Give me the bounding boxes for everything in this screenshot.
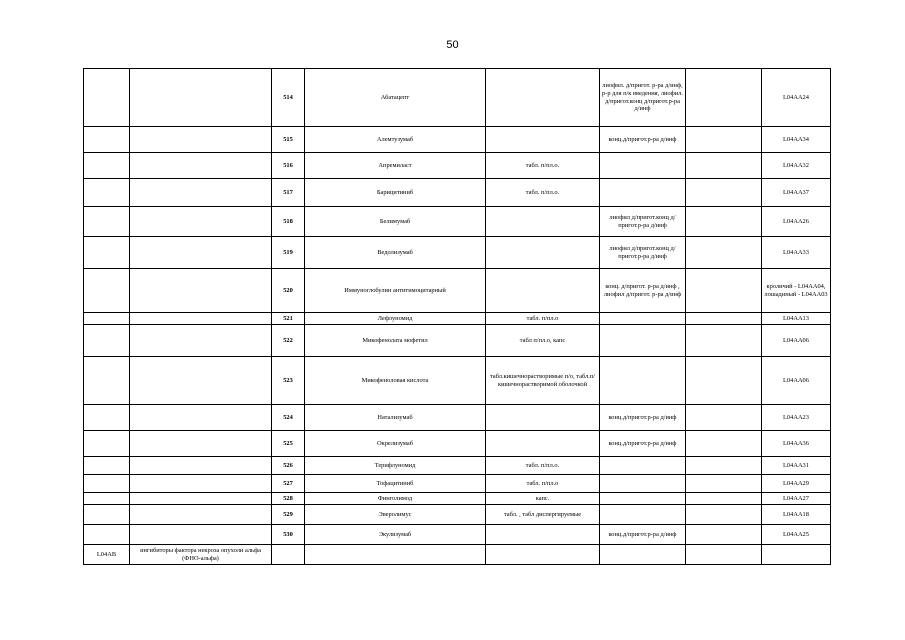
row-number: 518 [272, 207, 305, 237]
dosage-form-alt: конц.д/пригот.р-ра д/инф [600, 525, 686, 545]
atc-code: L04AA37 [762, 179, 831, 207]
group-title: ингибиторы фактора некроза опухоли альфа (ФНО-альфа) [130, 545, 272, 565]
drug-name: Натализумаб [305, 405, 486, 431]
row-number: 514 [272, 69, 305, 127]
group-code: L04AB [84, 545, 130, 565]
row-number: 530 [272, 525, 305, 545]
atc-code: L04AA06 [762, 325, 831, 357]
dosage-form [486, 207, 600, 237]
dosage-form-alt [600, 153, 686, 179]
row-number: 523 [272, 357, 305, 405]
dosage-form: табл.кишечнорастворимые п/о, табл.п/кишечнорастворимой оболочкой [486, 357, 600, 405]
table-row [84, 179, 831, 207]
dosage-form-alt [600, 457, 686, 475]
dosage-form: табл. п/пл.о. [486, 457, 600, 475]
drug-name: Алемтузумаб [305, 127, 486, 153]
dosage-form [486, 405, 600, 431]
dosage-form-alt: лиофил. д/пригот. р-ра д/инф, р-р для п/к введения, лиофил. д/пригот.конц д/пригот.р-ра д/инф [600, 69, 686, 127]
atc-code: кроличий - L04AA04, лошадиный - L04AA03 [762, 269, 831, 313]
dosage-form-alt [600, 493, 686, 505]
table-row [84, 269, 831, 313]
table-row [84, 457, 831, 475]
dosage-form-alt: лиофил д/пригот.конц д/пригот.р-ра д/инф [600, 237, 686, 269]
table-row [84, 69, 831, 127]
table-row [84, 127, 831, 153]
dosage-form-alt [600, 313, 686, 325]
drug-name: Микофеноловая кислота [305, 357, 486, 405]
atc-code: L04AA25 [762, 525, 831, 545]
row-number: 526 [272, 457, 305, 475]
drug-table [83, 68, 831, 565]
table-row [84, 207, 831, 237]
dosage-form: табл. , табл диспергируемые [486, 505, 600, 525]
dosage-form-alt: конц.д/пригот.р-ра д/инф [600, 431, 686, 457]
atc-code: L04AA32 [762, 153, 831, 179]
dosage-form-alt [600, 179, 686, 207]
atc-code: L04AA31 [762, 457, 831, 475]
dosage-form: табл. п/пл.о [486, 313, 600, 325]
drug-name: Терифлуномид [305, 457, 486, 475]
table-row [84, 153, 831, 179]
row-number: 520 [272, 269, 305, 313]
atc-code: L04AA06 [762, 357, 831, 405]
drug-name: Лефлуномид [305, 313, 486, 325]
drug-name: Белимумаб [305, 207, 486, 237]
dosage-form-alt: конц. д/пригот. р-ра д/инф , лиофил д/пригот. р-ра д/инф [600, 269, 686, 313]
table-row [84, 237, 831, 269]
row-number: 517 [272, 179, 305, 207]
drug-name: Тофацитиниб [305, 475, 486, 493]
dosage-form-alt [600, 505, 686, 525]
table-row [84, 405, 831, 431]
dosage-form [486, 269, 600, 313]
row-number: 516 [272, 153, 305, 179]
row-number: 527 [272, 475, 305, 493]
dosage-form-alt: конц.д/пригот.р-ра д/инф [600, 405, 686, 431]
drug-name: Барицитиниб [305, 179, 486, 207]
row-number: 521 [272, 313, 305, 325]
table-row [84, 475, 831, 493]
drug-name: Абатацепт [305, 69, 486, 127]
dosage-form-alt [600, 357, 686, 405]
drug-name: Финголимод [305, 493, 486, 505]
dosage-form: табл. п/пл.о [486, 475, 600, 493]
dosage-form: табл п/пл.о, капс [486, 325, 600, 357]
page-number: 50 [446, 39, 459, 51]
row-number: 522 [272, 325, 305, 357]
dosage-form-alt [600, 325, 686, 357]
atc-code: L04AA33 [762, 237, 831, 269]
atc-code: L04AA36 [762, 431, 831, 457]
table-row [84, 431, 831, 457]
atc-code: L04AA13 [762, 313, 831, 325]
dosage-form: капс. [486, 493, 600, 505]
atc-code: L04AA18 [762, 505, 831, 525]
drug-name: Экулизумаб [305, 525, 486, 545]
dosage-form [486, 127, 600, 153]
table-row [84, 325, 831, 357]
drug-name: Микофенолата мофетил [305, 325, 486, 357]
atc-code: L04AA34 [762, 127, 831, 153]
row-number: 529 [272, 505, 305, 525]
drug-name: Апремиласт [305, 153, 486, 179]
drug-name: Иммуноглобулин антитимоцитарный [305, 269, 486, 313]
row-number: 524 [272, 405, 305, 431]
row-number: 515 [272, 127, 305, 153]
dosage-form-alt: лиофил д/пригот.конц д/пригот.р-ра д/инф [600, 207, 686, 237]
atc-code: L04AA23 [762, 405, 831, 431]
group-row [84, 545, 831, 565]
table-row [84, 357, 831, 405]
table-row [84, 313, 831, 325]
atc-code: L04AA27 [762, 493, 831, 505]
table-row [84, 493, 831, 505]
dosage-form-alt [600, 475, 686, 493]
row-number: 525 [272, 431, 305, 457]
dosage-form-alt: конц.д/пригот.р-ра д/инф [600, 127, 686, 153]
drug-name: Окрелизумаб [305, 431, 486, 457]
dosage-form: табл. п/пл.о. [486, 179, 600, 207]
row-number: 528 [272, 493, 305, 505]
drug-name: Ведолизумаб [305, 237, 486, 269]
dosage-form: табл. п/пл.о. [486, 153, 600, 179]
drug-name: Эверолимус [305, 505, 486, 525]
dosage-form [486, 525, 600, 545]
atc-code: L04AA29 [762, 475, 831, 493]
dosage-form [486, 431, 600, 457]
dosage-form [486, 237, 600, 269]
table-row [84, 505, 831, 525]
atc-code: L04AA26 [762, 207, 831, 237]
atc-code: L04AA24 [762, 69, 831, 127]
table-row [84, 525, 831, 545]
dosage-form [486, 69, 600, 127]
row-number: 519 [272, 237, 305, 269]
